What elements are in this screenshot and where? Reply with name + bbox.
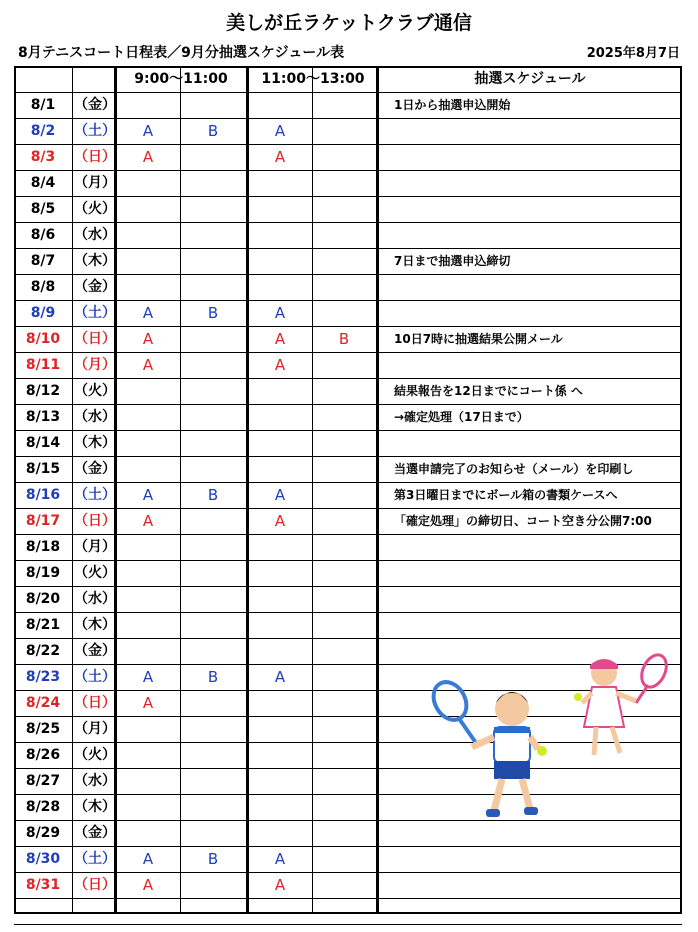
slot2-court-a-cell: A bbox=[274, 330, 286, 348]
slot1-court-a-cell: A bbox=[142, 304, 154, 322]
weekday-cell: （月） bbox=[74, 175, 116, 191]
slot1-court-b-cell: B bbox=[207, 122, 219, 140]
date-cell: 8/5 bbox=[30, 201, 56, 217]
slot2-court-a-cell: A bbox=[274, 486, 286, 504]
girl-tennis-player-icon bbox=[574, 651, 671, 755]
date-cell: 8/24 bbox=[25, 695, 61, 711]
boy-tennis-player-icon bbox=[427, 676, 547, 817]
schedule-table bbox=[14, 66, 682, 914]
date-cell: 8/3 bbox=[30, 149, 56, 165]
slot1-court-b-cell: B bbox=[207, 850, 219, 868]
weekday-cell: （月） bbox=[74, 357, 116, 373]
date-cell: 8/11 bbox=[25, 357, 61, 373]
weekday-cell: （土） bbox=[74, 487, 116, 503]
date-cell: 8/28 bbox=[25, 799, 61, 815]
date-cell: 8/14 bbox=[25, 435, 61, 451]
weekday-cell: （金） bbox=[74, 279, 116, 295]
date-cell: 8/31 bbox=[25, 877, 61, 893]
issue-date: 2025年8月7日 bbox=[586, 46, 680, 61]
lottery-note-cell: 「確定処理」の締切日、コート空き分公開7:00 bbox=[394, 514, 652, 528]
weekday-cell: （月） bbox=[74, 539, 116, 555]
date-cell: 8/8 bbox=[30, 279, 56, 295]
slot2-court-a-cell: A bbox=[274, 304, 286, 322]
weekday-cell: （水） bbox=[74, 227, 116, 243]
date-cell: 8/18 bbox=[25, 539, 61, 555]
weekday-cell: （火） bbox=[74, 747, 116, 763]
weekday-cell: （日） bbox=[74, 695, 116, 711]
date-cell: 8/6 bbox=[30, 227, 56, 243]
weekday-cell: （火） bbox=[74, 383, 116, 399]
weekday-cell: （日） bbox=[74, 149, 116, 165]
lottery-note-cell: 結果報告を12日までにコート係 へ bbox=[394, 384, 583, 398]
date-cell: 8/23 bbox=[25, 669, 61, 685]
date-cell: 8/7 bbox=[30, 253, 56, 269]
date-cell: 8/9 bbox=[30, 305, 56, 321]
weekday-cell: （土） bbox=[74, 305, 116, 321]
date-cell: 8/25 bbox=[25, 721, 61, 737]
slot2-court-a-cell: A bbox=[274, 876, 286, 894]
slot1-court-a-cell: A bbox=[142, 668, 154, 686]
date-cell: 8/16 bbox=[25, 487, 61, 503]
date-cell: 8/13 bbox=[25, 409, 61, 425]
slot1-court-a-cell: A bbox=[142, 330, 154, 348]
weekday-cell: （金） bbox=[74, 461, 116, 477]
slot2-court-b-cell: B bbox=[338, 330, 350, 348]
slot1-court-a-cell: A bbox=[142, 148, 154, 166]
weekday-cell: （月） bbox=[74, 721, 116, 737]
tennis-players-illustration bbox=[414, 651, 684, 831]
weekday-cell: （水） bbox=[74, 409, 116, 425]
date-cell: 8/29 bbox=[25, 825, 61, 841]
slot1-court-a-cell: A bbox=[142, 512, 154, 530]
weekday-cell: （金） bbox=[74, 643, 116, 659]
lottery-note-cell: →確定処理（17日まで） bbox=[394, 410, 529, 424]
weekday-cell: （土） bbox=[74, 851, 116, 867]
date-cell: 8/4 bbox=[30, 175, 56, 191]
slot2-court-a-cell: A bbox=[274, 356, 286, 374]
slot1-court-b-cell: B bbox=[207, 486, 219, 504]
slot1-court-b-cell: B bbox=[207, 668, 219, 686]
slot1-court-b-cell: B bbox=[207, 304, 219, 322]
weekday-cell: （木） bbox=[74, 253, 116, 269]
slot2-header: 11:00〜13:00 bbox=[261, 71, 365, 87]
date-cell: 8/27 bbox=[25, 773, 61, 789]
date-cell: 8/26 bbox=[25, 747, 61, 763]
weekday-cell: （水） bbox=[74, 591, 116, 607]
weekday-cell: （火） bbox=[74, 565, 116, 581]
lottery-note-cell: 当選申請完了のお知らせ（メール）を印刷し bbox=[394, 462, 634, 476]
slot1-court-a-cell: A bbox=[142, 486, 154, 504]
weekday-cell: （日） bbox=[74, 513, 116, 529]
weekday-cell: （金） bbox=[74, 825, 116, 841]
weekday-cell: （木） bbox=[74, 435, 116, 451]
weekday-cell: （日） bbox=[74, 331, 116, 347]
date-cell: 8/15 bbox=[25, 461, 61, 477]
lottery-note-cell: 7日まで抽選申込締切 bbox=[394, 254, 511, 268]
slot1-header: 9:00〜11:00 bbox=[134, 71, 228, 87]
weekday-cell: （土） bbox=[74, 123, 116, 139]
lottery-note-cell: 10日7時に抽選結果公開メール bbox=[394, 332, 563, 346]
page-title: 美しが丘ラケットクラブ通信 bbox=[226, 12, 472, 34]
date-cell: 8/21 bbox=[25, 617, 61, 633]
slot1-court-a-cell: A bbox=[142, 356, 154, 374]
lottery-note-cell: 1日から抽選申込開始 bbox=[394, 98, 511, 112]
weekday-cell: （木） bbox=[74, 799, 116, 815]
date-cell: 8/17 bbox=[25, 513, 61, 529]
weekday-cell: （金） bbox=[74, 97, 116, 113]
slot2-court-a-cell: A bbox=[274, 850, 286, 868]
slot2-court-a-cell: A bbox=[274, 122, 286, 140]
slot1-court-a-cell: A bbox=[142, 876, 154, 894]
slot2-court-a-cell: A bbox=[274, 668, 286, 686]
date-cell: 8/20 bbox=[25, 591, 61, 607]
page-subtitle: 8月テニスコート日程表／9月分抽選スケジュール表 bbox=[18, 45, 345, 61]
slot1-court-a-cell: A bbox=[142, 850, 154, 868]
weekday-cell: （木） bbox=[74, 617, 116, 633]
weekday-cell: （土） bbox=[74, 669, 116, 685]
date-cell: 8/12 bbox=[25, 383, 61, 399]
date-cell: 8/10 bbox=[25, 331, 61, 347]
lottery-note-cell: 第3日曜日までにボール箱の書類ケースへ bbox=[394, 488, 618, 502]
weekday-cell: （水） bbox=[74, 773, 116, 789]
date-cell: 8/1 bbox=[30, 97, 56, 113]
date-cell: 8/19 bbox=[25, 565, 61, 581]
slot1-court-a-cell: A bbox=[142, 122, 154, 140]
weekday-cell: （日） bbox=[74, 877, 116, 893]
row-divider bbox=[14, 924, 682, 925]
date-cell: 8/22 bbox=[25, 643, 61, 659]
weekday-cell: （火） bbox=[74, 201, 116, 217]
slot1-court-a-cell: A bbox=[142, 694, 154, 712]
slot2-court-a-cell: A bbox=[274, 148, 286, 166]
date-cell: 8/2 bbox=[30, 123, 56, 139]
date-cell: 8/30 bbox=[25, 851, 61, 867]
slot2-court-a-cell: A bbox=[274, 512, 286, 530]
lottery-schedule-header: 抽選スケジュール bbox=[474, 71, 586, 87]
